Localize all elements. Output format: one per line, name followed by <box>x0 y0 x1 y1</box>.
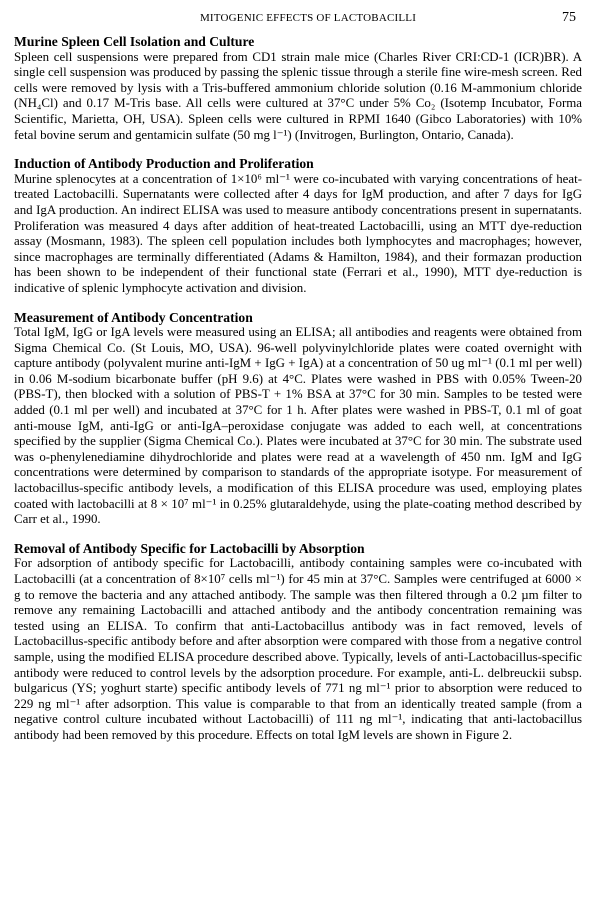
section-body: Spleen cell suspensions were prepared from CD1 strain male mice (Charles River CRI:CD-1 (ICR)BR). A single cell suspension was produced by passing the splenic tissue through a sterile fine wire-mesh screen. Red cells were removed by lysis with a Tris-buffered ammonium chloride solution (0.16 M-ammonium chloride (NH₄Cl) and 0.17 M-Tris base. All cells were cultured at 37°C under 5% Co₂ (Isotemp Incubator, Forma Scientific, Marietta, OH, USA). Spleen cells were cultured in RPMI 1640 (Gibco Laboratories) with 10% fetal bovine serum and gentamicin sulfate (50 mg l⁻¹) (Invitrogen, Burlington, Ontario, Canada). <box>14 49 582 142</box>
section-heading: Murine Spleen Cell Isolation and Culture <box>14 34 255 49</box>
section-antibody-measurement <box>14 310 582 528</box>
page-number: 75 <box>562 10 576 25</box>
section-body: Murine splenocytes at a concentration of 1×10⁶ ml⁻¹ were co-incubated with varying concentrations of heat-treated Lactobacilli. Supernatants were collected after 4 days for IgM production, and after 7 days for IgG and IgA production. An indirect ELISA was used to measure antibody concentrations present in supernatants. Proliferation was measured 4 days after addition of heat-treated Lactobacilli, using an MTT dye-reduction assay (Mosmann, 1983). The spleen cell population includes both lymphocytes and macrophages; however, since macrophages are terminally differentiated (Adams & Hamilton, 1984), and their formazan production has been shown to be independent of their functional state (Ferrari et al., 1990), MTT dye-reduction is indicative of splenic lymphocyte activation and division. <box>14 171 582 295</box>
section-antibody-induction <box>14 156 582 296</box>
journal-page <box>14 10 582 744</box>
section-spleen-cell-isolation <box>14 34 582 143</box>
running-head <box>14 10 582 34</box>
section-body: Total IgM, IgG or IgA levels were measured using an ELISA; all antibodies and reagents were obtained from Sigma Chemical Co. (St Louis, MO, USA). 96-well polyvinylchloride plates were coated overnight with capture antibody (polyvalent murine anti-IgM + IgG + IgA) at a concentration of 50 ug ml⁻¹ (0.1 ml per well) in 0.06 M-sodium bicarbonate buffer (pH 9.6) at 4°C. Plates were washed in PBS with 0.05% Tween-20 (PBS-T), then blocked with a solution of PBS-T + 1% BSA at 37°C for 30 min. Samples to be tested were added (0.1 ml per well) and incubated at 37°C for 1 h. After plates were washed in PBS-T, 0.1 ml of goat anti-mouse IgM, anti-IgG or anti-IgA–peroxidase conjugate was added to each well, at concentrations specified by the supplier (Sigma Chemical Co.). Plates were incubated at 37°C for 30 min. The substrate used was o-phenylenediamine dihydrochloride and plates were read at a wavelength of 450 nm. IgM and IgG concentrations were determined by comparison to standards of the appropriate isotype. For measurement of lactobacillus-specific antibody levels, a modification of this ELISA procedure was used, employing plates coated with lactobacilli at 8 × 10⁷ ml⁻¹ in 0.25% glutaraldehyde, using the plate-coating method described by Carr et al., 1990. <box>14 325 582 527</box>
section-heading: Induction of Antibody Production and Proliferation <box>14 156 314 172</box>
section-antibody-absorption <box>14 541 582 744</box>
running-title: MITOGENIC EFFECTS OF LACTOBACILLI <box>199 12 417 24</box>
section-heading: Measurement of Antibody Concentration <box>14 309 253 325</box>
section-heading: Removal of Antibody Specific for Lactobacilli by Absorption <box>14 540 365 556</box>
section-body: For adsorption of antibody specific for Lactobacilli, antibody containing samples were co-incubated with Lactobacilli (at a concentration of 8×10⁷ cells ml⁻¹) for 45 min at 37°C. Samples were centrifuged at 6000 × g to remove the bacteria and any attached antibody. The sample was then filtered through a 0.2 µm filter to remove any remaining Lactobacilli and attached antibody and the antibody concentration remaining was tested using an ELISA. To confirm that anti-Lactobacillus antibody was in fact removed, levels of Lactobacillus-specific antibody before and after absorption were compared with those from a negative control sample, using the modified ELISA procedure described above. Typically, levels of anti-Lactobacillus-specific antibody were reduced to control levels by the adsorption procedure. For example, anti-L. delbreuckii subsp. bulgaricus (YS; yoghurt starte) specific antibody levels of 771 ng ml⁻¹ prior to absorption were reduced to 229 ng ml⁻¹ after adsorption. This value is comparable to that from an identically treated sample (from a negative control culture incubated without Lactobacilli) of 111 ng ml⁻¹, indicating that anti-lactobacillus antibody had been removed by this procedure. Effects on total IgM levels are shown in Figure 2. <box>14 556 582 742</box>
